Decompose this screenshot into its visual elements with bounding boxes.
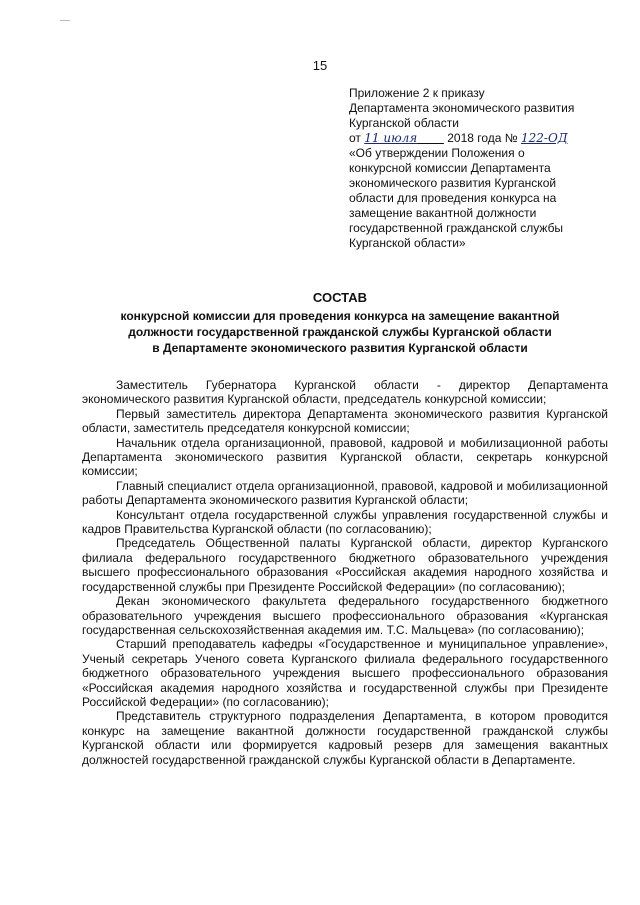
commission-member: Старший преподаватель кафедры «Государственное и муниципальное управление», Ученый секретарь Ученого совета Курганского филиала федерального государственного бюджетного образовательного учреждения высшего профессионального образования «Российская академия народного хозяйства и государственной службы при Президенте Российской Федерации» (по согласованию);: [82, 637, 608, 709]
commission-member: Консультант отдела государственной службы управления государственной службы и кадров Правительства Курганской области (по согласованию);: [82, 507, 608, 537]
commission-member: Председатель Общественной палаты Курганской области, директор Курганского филиала федерального государственного бюджетного образовательного учреждения высшего профессионального образования «Российская академия народного хозяйства и государственной службы при Президенте Российской Федерации» (по согласованию);: [82, 536, 608, 594]
document-subtitle: [60, 308, 620, 356]
commission-member: Главный специалист отдела организационной, правовой, кадровой и мобилизационной работы Департамента экономического развития Курганской области;: [82, 478, 608, 508]
scan-mark: [60, 20, 70, 21]
handwritten-date: 11 июля: [364, 131, 418, 145]
title-line: конкурсной комиссии для проведения конкурса на замещение вакантной: [120, 309, 560, 323]
date-year: 2018 года №: [447, 131, 518, 145]
document-title: СОСТАВ: [312, 290, 368, 305]
handwritten-order-number: 122-ОД: [521, 131, 568, 145]
order-subject-line: экономического развития Курганской: [349, 176, 557, 190]
title-line: должности государственной гражданской службы Курганской области: [128, 325, 552, 339]
region-line: Курганской области: [349, 116, 459, 130]
commission-member: Декан экономического факультета федерального государственного бюджетного образовательного учреждения высшего профессионального образования «Курганская государственная сельскохозяйственная академия им. Т.С. Мальцева» (по согласованию);: [82, 594, 608, 637]
order-subject-line: Курганской области»: [349, 236, 466, 250]
department-line: Департамента экономического развития: [349, 101, 575, 115]
order-subject-line: государственной гражданской службы: [349, 221, 564, 235]
date-prefix: от: [349, 131, 361, 145]
order-subject-line: конкурсной комиссии Департамента: [349, 161, 551, 175]
commission-member: Представитель структурного подразделения Департамента, в котором проводится конкурс на замещение вакантной должности государственной гражданской службы Курганской области или формируется кадровый резерв для замещения вакантных должностей государственной гражданской службы Курганской области в Департаменте.: [82, 709, 608, 767]
commission-member: Первый заместитель директора Департамента экономического развития Курганской области, заместитель председателя конкурсной комиссии;: [82, 406, 608, 436]
document-title-block: [60, 290, 620, 356]
order-subject-line: замещение вакантной должности: [349, 206, 537, 220]
appendix-line: Приложение 2 к приказу: [349, 86, 485, 100]
order-subject-line: «Об утверждении Положения о: [349, 146, 525, 160]
order-subject-line: области для проведения конкурса на: [349, 191, 557, 205]
commission-member: Начальник отдела организационной, правовой, кадровой и мобилизационной работы Департамента экономического развития Курганской области, секретарь конкурсной комиссии;: [82, 435, 608, 479]
commission-member: Заместитель Губернатора Курганской области - директор Департамента экономического развития Курганской области, председатель конкурсной комиссии;: [82, 378, 608, 407]
page-number: 15: [312, 58, 328, 73]
commission-members-list: [82, 378, 608, 767]
order-date-line: [349, 131, 609, 146]
order-reference-block: [349, 86, 609, 251]
order-subject: [349, 146, 609, 251]
title-line: в Департаменте экономического развития Курганской области: [152, 341, 528, 355]
